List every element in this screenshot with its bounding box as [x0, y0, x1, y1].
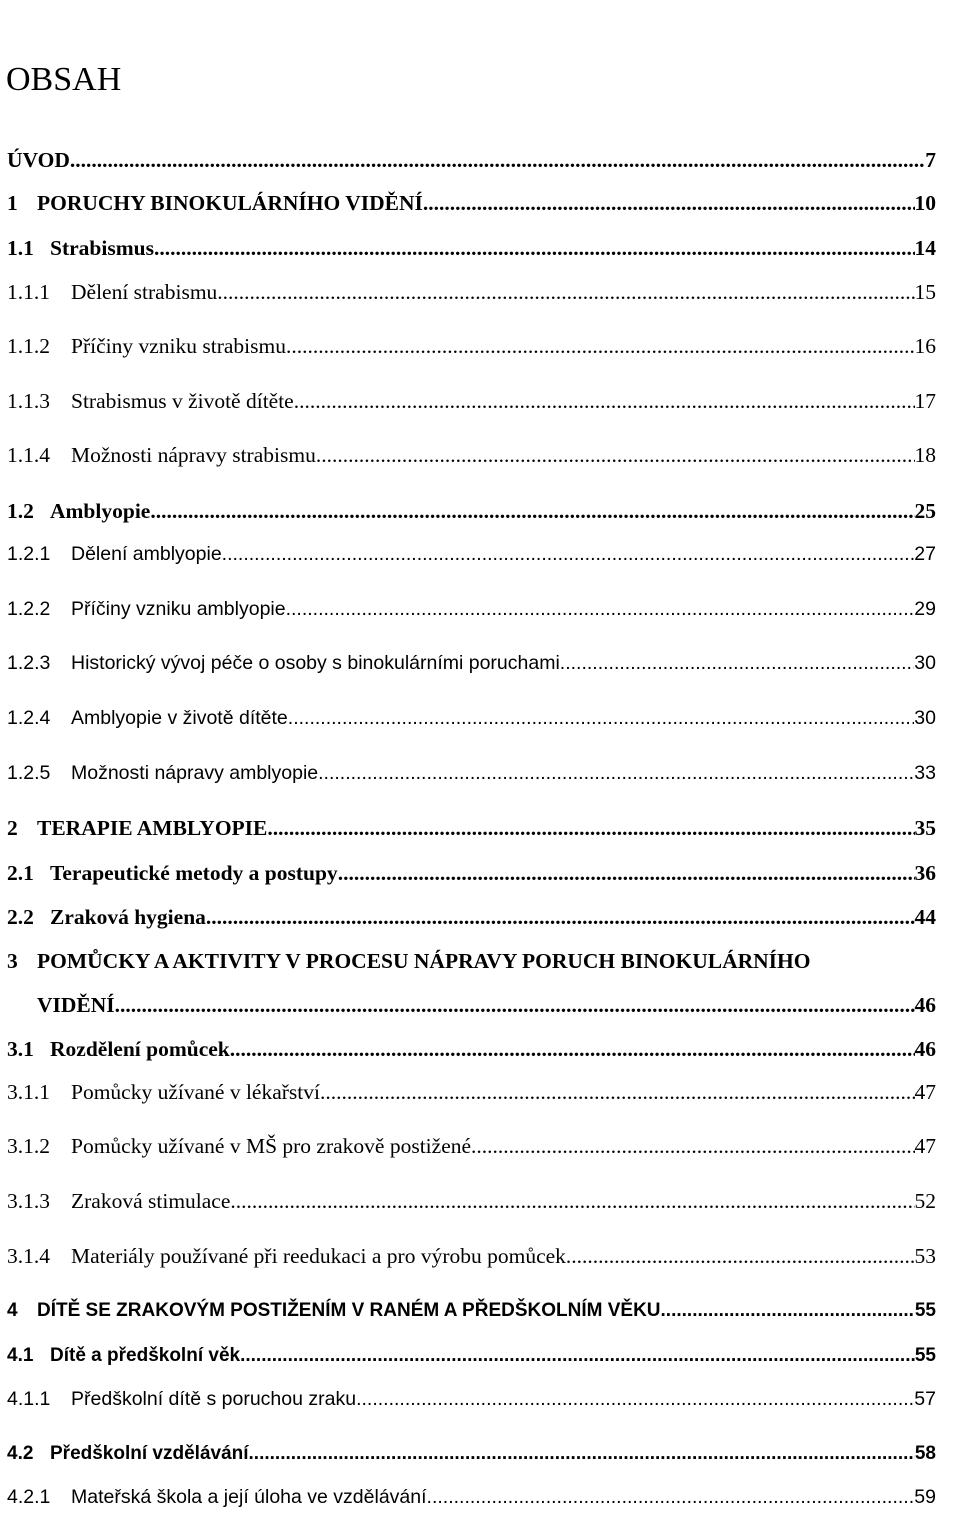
toc-entry-number: 1.2.2 [7, 598, 51, 620]
toc-entry-page: 7 [925, 148, 936, 172]
toc-entry-section-2-2[interactable] [7, 902, 936, 932]
toc-entry-number: 1.1.4 [7, 443, 50, 467]
toc-leader-dots [286, 331, 915, 361]
toc-entry-section-1-2[interactable] [7, 496, 936, 526]
toc-entry-page: 16 [914, 334, 936, 358]
toc-entry-subsection-3-1-1[interactable] [7, 1077, 936, 1107]
toc-entry-subsection-4-2-1[interactable] [7, 1482, 936, 1512]
toc-leader-dots [318, 758, 914, 788]
toc-entry-label: Zraková stimulace [71, 1189, 231, 1213]
toc-entry-page: 47 [914, 1134, 936, 1158]
toc-entry-uvod[interactable] [7, 145, 936, 175]
toc-entry-number: 4.1 [7, 1345, 34, 1366]
toc-entry-label: Strabismus v životě dítěte [71, 389, 294, 413]
toc-entry-number: 1.1.3 [7, 389, 50, 413]
toc-entry-page: 46 [914, 1037, 936, 1061]
toc-entry-chapter-1[interactable] [7, 188, 936, 218]
toc-entry-page: 36 [914, 861, 936, 885]
toc-entry-page: 58 [914, 1443, 936, 1464]
toc-leader-dots [217, 277, 914, 307]
toc-entry-page: 29 [914, 598, 936, 620]
toc-entry-number: 1.2.5 [7, 762, 51, 784]
toc-entry-number: 1.1.2 [7, 334, 50, 358]
toc-entry-section-4-1[interactable] [7, 1341, 936, 1371]
toc-entry-chapter-3[interactable] [7, 946, 960, 976]
toc-entry-number: 3.1 [7, 1037, 34, 1061]
toc-entry-page: 46 [914, 993, 936, 1017]
toc-leader-dots [240, 1341, 915, 1371]
toc-entry-page: 33 [914, 762, 936, 784]
toc-entry-label: Strabismus [50, 236, 154, 260]
toc-entry-page: 15 [914, 280, 936, 304]
toc-leader-dots [230, 1034, 915, 1064]
toc-entry-label: DÍTĚ SE ZRAKOVÝM POSTIŽENÍM V RANÉM A PŘEDŠKOLNÍM VĚKU [37, 1300, 661, 1321]
toc-entry-label: Předškolní vzdělávání [50, 1443, 249, 1464]
toc-entry-subsection-1-2-5[interactable] [7, 758, 936, 788]
toc-entry-label: POMŮCKY A AKTIVITY V PROCESU NÁPRAVY PORUCH BINOKULÁRNÍHO [37, 949, 811, 973]
toc-leader-dots [286, 594, 915, 624]
toc-entry-page: 14 [914, 236, 936, 260]
toc-entry-number: 3.1.1 [7, 1080, 50, 1104]
toc-entry-subsection-1-2-4[interactable] [7, 703, 936, 733]
toc-entry-number: 4.1.1 [7, 1388, 51, 1410]
toc-leader-dots [115, 990, 915, 1020]
toc-entry-label: Pomůcky užívané v lékařství [71, 1080, 320, 1104]
toc-entry-label: Dělení amblyopie [71, 543, 222, 565]
toc-leader-dots [154, 233, 915, 263]
toc-entry-label: Předškolní dítě s poruchou zraku [71, 1388, 357, 1410]
toc-entry-page: 55 [914, 1300, 936, 1321]
toc-entry-label: PORUCHY BINOKULÁRNÍHO VIDĚNÍ [37, 191, 423, 215]
toc-entry-page: 18 [914, 443, 936, 467]
toc-leader-dots [206, 902, 915, 932]
toc-entry-page: 10 [914, 191, 936, 215]
toc-entry-label: Možnosti nápravy amblyopie [71, 762, 319, 784]
toc-entry-page: 47 [914, 1080, 936, 1104]
toc-leader-dots [566, 1241, 915, 1271]
toc-leader-dots [222, 539, 915, 569]
toc-entry-page: 52 [914, 1189, 936, 1213]
toc-entry-subsection-1-1-4[interactable] [7, 440, 936, 470]
toc-leader-dots [288, 703, 915, 733]
toc-entry-page: 59 [914, 1486, 936, 1508]
toc-entry-section-3-1[interactable] [7, 1034, 936, 1064]
toc-entry-number: 1.2 [7, 499, 34, 523]
toc-entry-subsection-1-1-2[interactable] [7, 331, 936, 361]
toc-entry-label: Terapeutické metody a postupy [50, 861, 338, 885]
toc-entry-page: 25 [914, 499, 936, 523]
toc-entry-page: 44 [914, 905, 936, 929]
toc-entry-section-4-2[interactable] [7, 1439, 936, 1469]
toc-entry-number: 2.1 [7, 861, 34, 885]
toc-entry-section-1-1[interactable] [7, 233, 936, 263]
toc-entry-subsection-1-1-3[interactable] [7, 386, 936, 416]
page-title: OBSAH [6, 61, 122, 98]
toc-entry-label: Amblyopie v životě dítěte [71, 707, 288, 729]
toc-leader-dots [267, 813, 914, 843]
toc-entry-number: 3.1.3 [7, 1189, 50, 1213]
toc-entry-page: 53 [914, 1244, 936, 1268]
toc-entry-number: 2.2 [7, 905, 34, 929]
toc-entry-subsection-1-1-1[interactable] [7, 277, 936, 307]
toc-entry-subsection-1-2-3[interactable] [7, 648, 936, 678]
toc-entry-chapter-3-continued[interactable] [7, 990, 936, 1020]
toc-leader-dots [471, 1131, 914, 1161]
toc-entry-label: TERAPIE AMBLYOPIE [37, 816, 268, 840]
toc-entry-label: Dítě a předškolní věk [50, 1345, 241, 1366]
toc-leader-dots [249, 1439, 915, 1469]
toc-entry-subsection-1-2-1[interactable] [7, 539, 936, 569]
toc-leader-dots [338, 858, 915, 888]
toc-leader-dots [560, 648, 915, 678]
toc-entry-section-2-1[interactable] [7, 858, 936, 888]
toc-entry-label: Možnosti nápravy strabismu [71, 443, 316, 467]
toc-entry-label: Amblyopie [50, 499, 151, 523]
toc-entry-page: 27 [914, 543, 936, 565]
toc-entry-number: 3.1.2 [7, 1134, 50, 1158]
toc-entry-subsection-4-1-1[interactable] [7, 1384, 936, 1414]
toc-leader-dots [423, 188, 915, 218]
toc-entry-number: 1.2.4 [7, 707, 51, 729]
toc-entry-subsection-3-1-2[interactable] [7, 1131, 936, 1161]
toc-entry-page: 17 [914, 389, 936, 413]
toc-entry-label-continued: VIDĚNÍ [37, 993, 115, 1017]
toc-entry-page: 55 [914, 1345, 936, 1366]
toc-entry-number: 3.1.4 [7, 1244, 50, 1268]
toc-entry-page: 57 [914, 1388, 936, 1410]
toc-entry-subsection-1-2-2[interactable] [7, 594, 936, 624]
toc-entry-label: Historický vývoj péče o osoby s binokulárními poruchami [71, 652, 560, 674]
toc-leader-dots [294, 386, 915, 416]
toc-entry-number: 4.2 [7, 1443, 34, 1464]
toc-entry-number: 1.1.1 [7, 280, 50, 304]
toc-leader-dots [230, 1186, 914, 1216]
toc-leader-dots [70, 145, 925, 175]
toc-entry-label: Zraková hygiena [50, 905, 206, 929]
toc-entry-label: Pomůcky užívané v MŠ pro zrakově postižené [71, 1134, 472, 1158]
toc-entry-number: 1.2.1 [7, 543, 51, 565]
toc-entry-label: Mateřská škola a její úloha ve vzdělávání [71, 1486, 427, 1508]
toc-entry-label: Příčiny vzniku amblyopie [71, 598, 286, 620]
toc-entry-number: 1.2.3 [7, 652, 51, 674]
toc-entry-page: 30 [914, 707, 936, 729]
toc-entry-subsection-3-1-4[interactable] [7, 1241, 936, 1271]
toc-leader-dots [316, 440, 915, 470]
toc-entry-label: ÚVOD [7, 148, 70, 172]
toc-leader-dots [150, 496, 914, 526]
toc-entry-page: 35 [914, 816, 936, 840]
toc-entry-number: 4 [7, 1300, 18, 1321]
toc-entry-chapter-4[interactable] [7, 1296, 936, 1326]
toc-entry-number: 1.1 [7, 236, 34, 260]
toc-entry-label: Dělení strabismu [71, 280, 218, 304]
toc-leader-dots [320, 1077, 915, 1107]
toc-entry-chapter-2[interactable] [7, 813, 936, 843]
toc-entry-label: Rozdělení pomůcek [50, 1037, 230, 1061]
toc-entry-number: 1 [7, 191, 18, 215]
toc-entry-subsection-3-1-3[interactable] [7, 1186, 936, 1216]
toc-entry-label: Příčiny vzniku strabismu [71, 334, 286, 358]
toc-entry-page: 30 [914, 652, 936, 674]
toc-leader-dots [427, 1482, 915, 1512]
toc-entry-label: Materiály používané při reedukaci a pro výrobu pomůcek [71, 1244, 566, 1268]
toc-leader-dots [661, 1296, 915, 1326]
toc-entry-number: 4.2.1 [7, 1486, 51, 1508]
toc-leader-dots [356, 1384, 914, 1414]
toc-entry-number: 3 [7, 949, 18, 973]
toc-entry-number: 2 [7, 816, 18, 840]
